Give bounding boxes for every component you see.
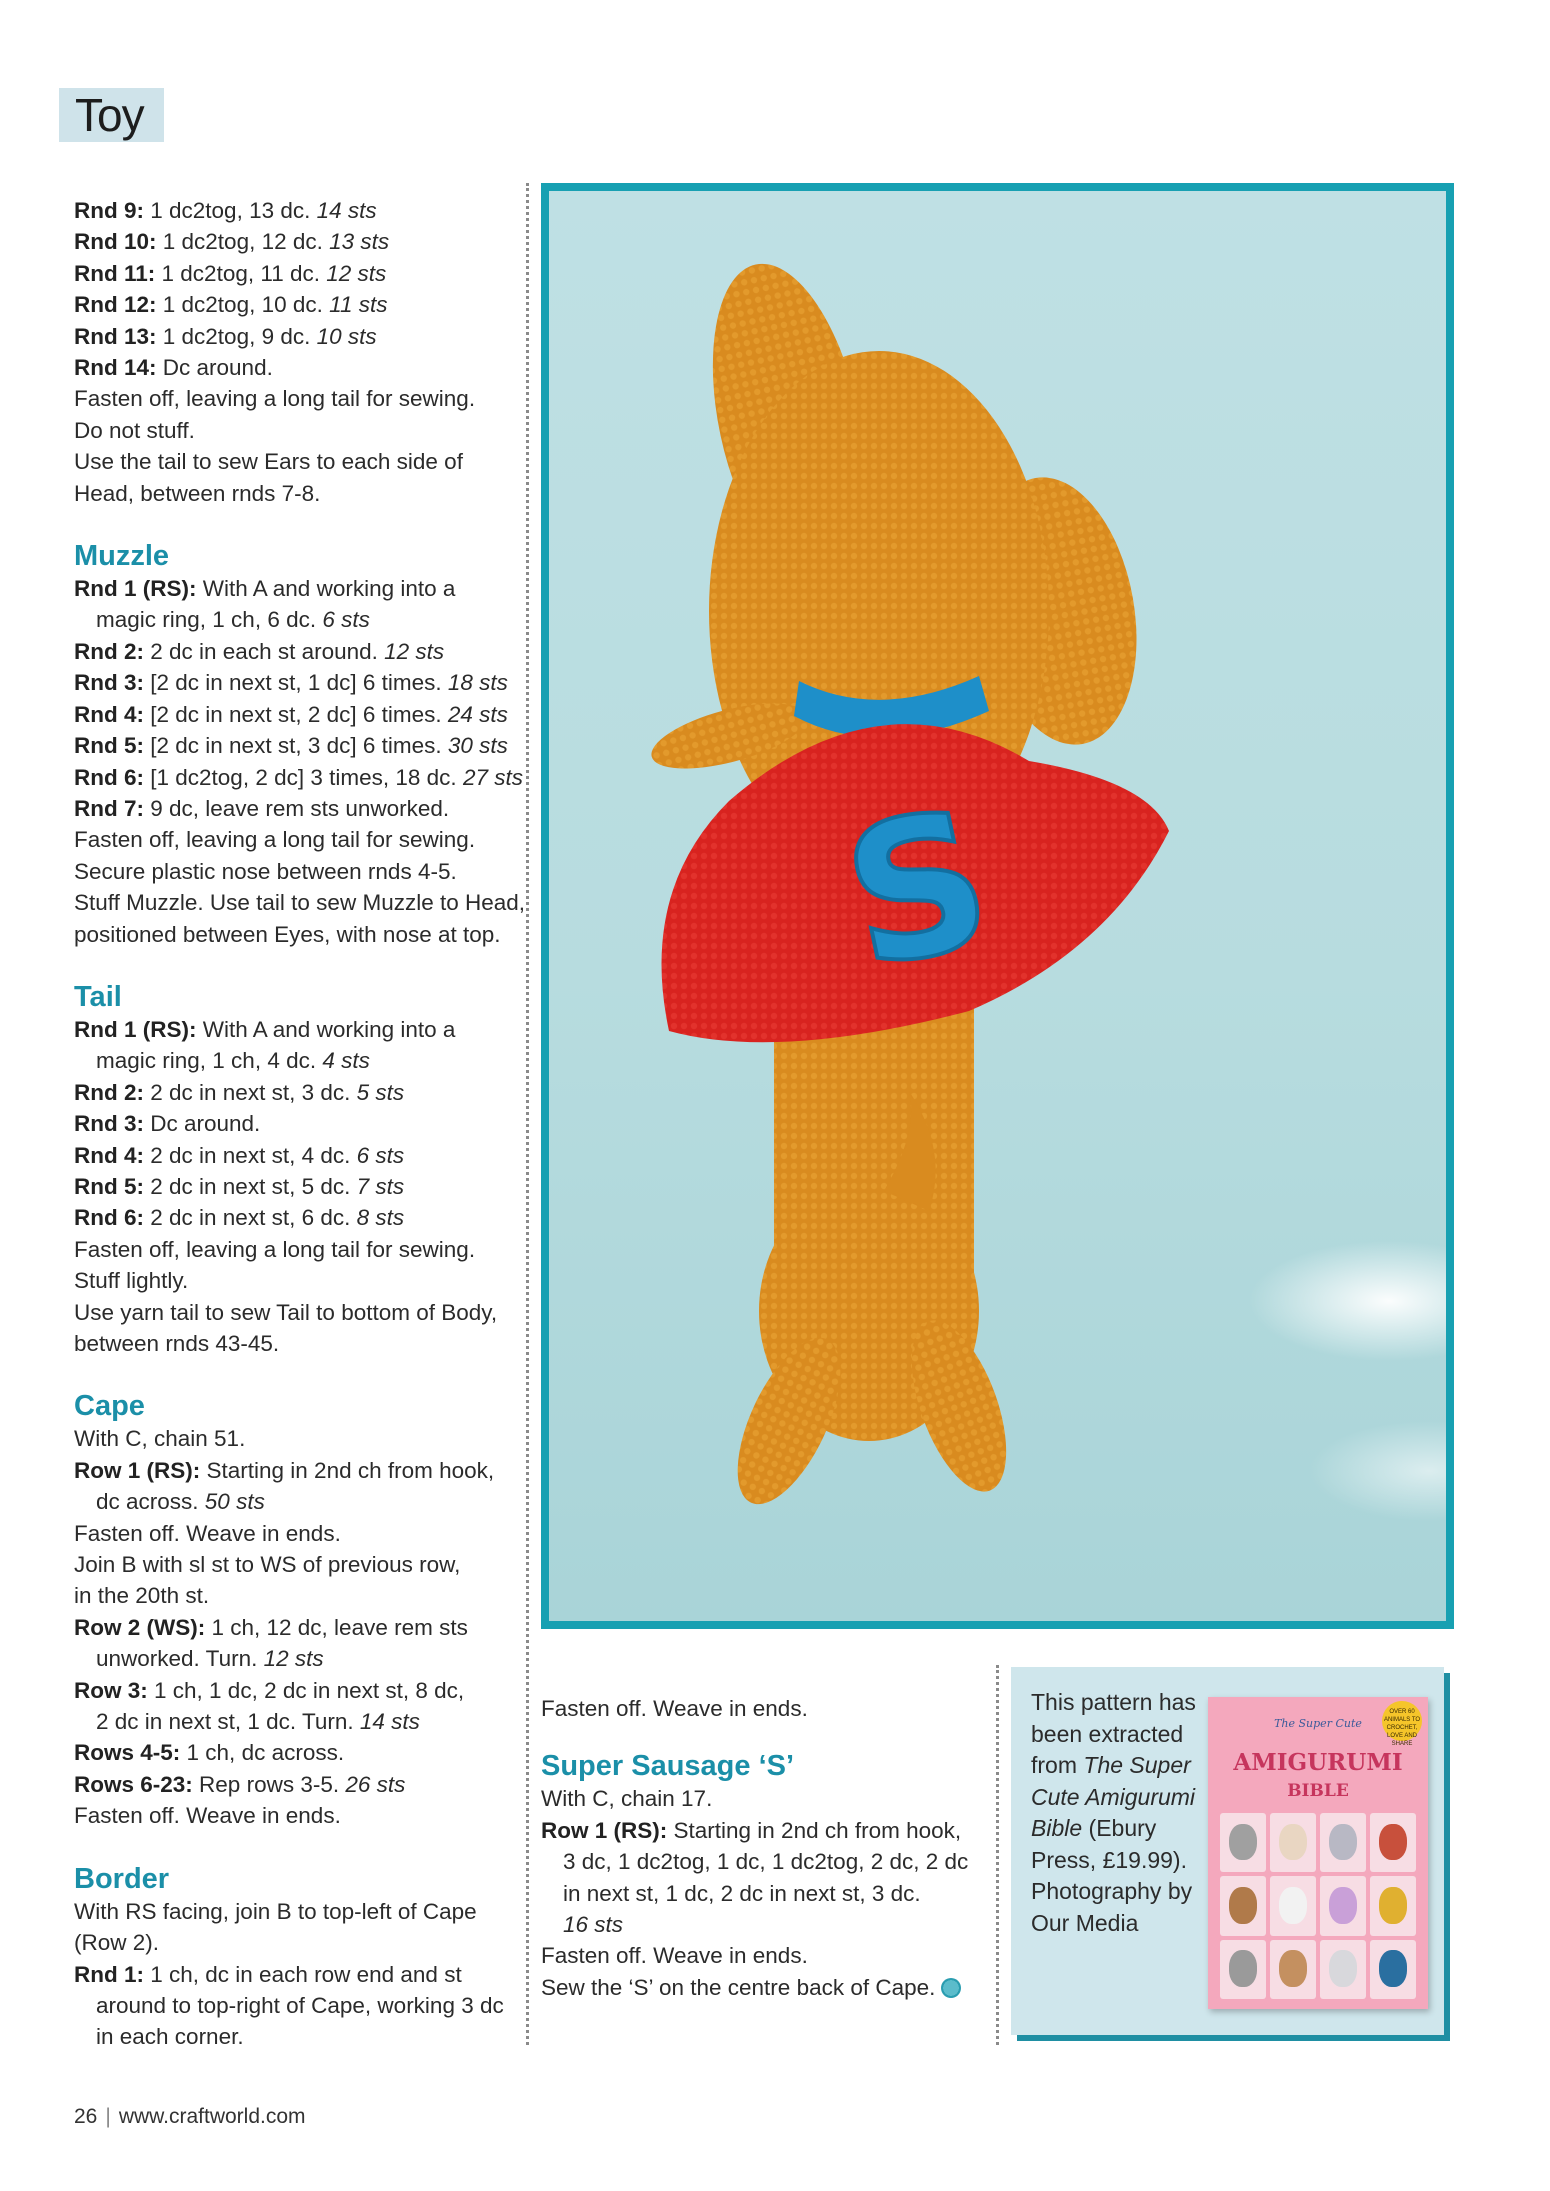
footer-separator: | (105, 2105, 111, 2128)
step-label: Rnd 7: (74, 795, 144, 821)
section-tag: Toy (59, 88, 164, 142)
instruction-line (74, 478, 514, 509)
step-label: Rnd 5: (74, 1173, 144, 1199)
instruction-line (74, 1077, 514, 1108)
cover-toy-image (1220, 1940, 1266, 1999)
book-credit-text: This pattern has been extracted from The Super Cute Amigurumi Bible (Ebury Press, £19.99). Photography by Our Media (1031, 1689, 1196, 1936)
step-label: Rnd 1: (74, 1961, 144, 1987)
instruction-line (74, 258, 514, 289)
instruction-line (74, 446, 514, 477)
step-label: Row 3: (74, 1677, 148, 1703)
instruction-line (541, 1783, 981, 1814)
instruction-line (74, 1959, 514, 1990)
step-label: Rnd 11: (74, 260, 156, 286)
step-text: Dc around. (156, 355, 273, 381)
instruction-line (541, 1878, 981, 1909)
instruction-line (74, 793, 514, 824)
instruction-line (74, 1580, 514, 1611)
step-text: 9 dc, leave rem sts unworked. (144, 795, 450, 821)
footer-url[interactable]: www.craftworld.com (118, 2105, 306, 2128)
step-text: Fasten off. Weave in ends. (541, 1943, 808, 1969)
step-text: around to top-right of Cape, working 3 dc (96, 1992, 504, 2018)
instruction-line (74, 2021, 514, 2052)
instruction-line (74, 1202, 514, 1233)
step-text: unworked. Turn. (96, 1646, 264, 1672)
column-divider-right (996, 1665, 999, 2045)
stitch-count: 16 sts (563, 1912, 624, 1938)
step-label: Rnd 2: (74, 1079, 144, 1105)
section-heading: Tail (74, 980, 122, 1013)
instruction-line (74, 762, 523, 793)
step-text: With RS facing, join B to top-left of Cape (74, 1898, 477, 1924)
book-title-italic: The Super Cute Amigurumi Bible (1031, 1752, 1196, 1841)
step-text: Do not stuff. (74, 417, 195, 443)
step-text: 1 dc2tog, 9 dc. (156, 323, 317, 349)
step-label: Row 1 (RS): (74, 1457, 201, 1483)
step-label: Rnd 14: (74, 355, 157, 381)
pattern-column-middle (541, 1693, 981, 2003)
page-number: 26 (74, 2105, 98, 2128)
instruction-line (74, 195, 514, 226)
step-text: Rep rows 3-5. (192, 1771, 346, 1797)
step-text: Fasten off, leaving a long tail for sewing. (74, 1236, 476, 1262)
instruction-line (541, 1940, 981, 1971)
crochet-dog-illustration (549, 191, 1446, 1621)
instruction-line (74, 1265, 514, 1296)
step-text: between rnds 43-45. (74, 1331, 280, 1356)
step-label: Rnd 13: (74, 323, 157, 349)
instruction-line (74, 604, 514, 635)
book-cover (1208, 1697, 1428, 2009)
step-text: magic ring, 1 ch, 6 dc. (96, 607, 323, 633)
instruction-line (74, 699, 514, 730)
instruction-line (74, 289, 514, 320)
instruction-line (74, 1549, 514, 1580)
step-label: Rnd 12: (74, 292, 157, 318)
cover-toy-image (1320, 1813, 1366, 1872)
step-text: 2 dc in each st around. (144, 638, 385, 664)
instruction-line (541, 1846, 981, 1877)
step-label: Rows 4-5: (74, 1740, 181, 1766)
step-text: 1 dc2tog, 12 dc. (156, 229, 330, 255)
section-heading: Border (74, 1862, 170, 1895)
stitch-count: 13 sts (329, 229, 390, 255)
instruction-line (74, 730, 514, 761)
step-label: Rnd 6: (74, 764, 144, 790)
stitch-count: 18 sts (447, 670, 508, 696)
stitch-count: 4 sts (322, 1048, 370, 1074)
column-divider (526, 183, 529, 2045)
stitch-count: 14 sts (359, 1709, 420, 1735)
cover-toy-image (1270, 1813, 1316, 1872)
stitch-count: 12 sts (263, 1646, 324, 1672)
stitch-count: 6 sts (322, 607, 370, 633)
cover-toy-image (1270, 1940, 1316, 1999)
step-text: 2 dc in next st, 1 dc. Turn. (96, 1709, 360, 1735)
instruction-line (74, 1297, 514, 1328)
step-text: Sew the ‘S’ on the centre back of Cape. (541, 1974, 936, 2000)
step-text: 3 dc, 1 dc2tog, 1 dc, 1 dc2tog, 2 dc, 2 dc (563, 1849, 969, 1875)
stitch-count: 14 sts (316, 198, 377, 223)
instruction-line (74, 1800, 514, 1831)
instruction-line (74, 919, 514, 950)
step-text: magic ring, 1 ch, 4 dc. (96, 1048, 323, 1074)
stitch-count: 26 sts (345, 1771, 406, 1797)
step-text: 2 dc in next st, 6 dc. (144, 1205, 357, 1231)
step-text: 1 dc2tog, 11 dc. (155, 260, 327, 286)
instruction-line (74, 1455, 514, 1486)
stitch-count: 12 sts (384, 638, 445, 664)
step-text: 1 ch, dc across. (180, 1740, 345, 1766)
instruction-line (74, 573, 514, 604)
step-text: Dc around. (144, 1111, 261, 1137)
step-text: Stuff lightly. (74, 1268, 189, 1294)
step-text: Use the tail to sew Ears to each side of (74, 449, 463, 475)
instruction-line (74, 321, 514, 352)
step-label: Rnd 9: (74, 198, 144, 223)
step-text: [2 dc in next st, 3 dc] 6 times. (144, 733, 448, 759)
step-label: Rnd 1 (RS): (74, 576, 197, 602)
step-label: Rnd 2: (74, 638, 144, 664)
step-text: Secure plastic nose between rnds 4-5. (74, 858, 457, 884)
stitch-count: 24 sts (447, 701, 508, 727)
book-cover-badge: OVER 60 ANIMALS TO CROCHET, LOVE AND SHARE (1382, 1701, 1422, 1741)
instruction-line (74, 1518, 514, 1549)
step-text: (Row 2). (74, 1930, 160, 1956)
cover-toy-image (1370, 1940, 1416, 1999)
instruction-line (74, 1990, 514, 2021)
instruction-line (74, 1171, 514, 1202)
step-text: [1 dc2tog, 2 dc] 3 times, 18 dc. (144, 764, 463, 790)
step-text: dc across. (96, 1489, 205, 1515)
instruction-line (74, 1328, 514, 1359)
step-text: 2 dc in next st, 4 dc. (144, 1142, 357, 1168)
instruction-line (74, 1769, 514, 1800)
page-footer (74, 2105, 306, 2129)
book-cover-grid (1220, 1813, 1416, 1999)
stitch-count: 7 sts (356, 1173, 405, 1199)
step-text: Use yarn tail to sew Tail to bottom of Body, (74, 1299, 498, 1325)
cover-toy-image (1320, 1876, 1366, 1935)
step-label: Rnd 5: (74, 733, 144, 759)
step-label: Row 2 (WS): (74, 1614, 206, 1640)
step-text: 1 dc2tog, 10 dc. (156, 292, 330, 318)
stitch-count: 6 sts (356, 1142, 405, 1168)
stitch-count: 8 sts (356, 1205, 405, 1231)
step-text: Fasten off. Weave in ends. (74, 1803, 341, 1829)
cover-toy-image (1220, 1813, 1266, 1872)
instruction-line (74, 226, 514, 257)
cover-toy-image (1370, 1813, 1416, 1872)
product-photo (541, 183, 1454, 1629)
book-credit-callout (1011, 1667, 1444, 2035)
step-text: With C, chain 51. (74, 1426, 246, 1452)
step-label: Rnd 4: (74, 701, 144, 727)
step-text: Fasten off. Weave in ends. (541, 1696, 808, 1721)
step-text: [2 dc in next st, 1 dc] 6 times. (144, 670, 448, 696)
stitch-count: 11 sts (329, 292, 388, 318)
stitch-count: 5 sts (356, 1079, 405, 1105)
cover-toy-image (1270, 1876, 1316, 1935)
instruction-line (74, 667, 514, 698)
step-text: 1 ch, dc in each row end and st (144, 1961, 462, 1987)
step-label: Rnd 10: (74, 229, 157, 255)
instruction-line (74, 1927, 514, 1958)
stitch-count: 10 sts (316, 323, 377, 349)
instruction-line (74, 1612, 514, 1643)
step-label: Rnd 1 (RS): (74, 1016, 197, 1042)
instruction-line (74, 352, 514, 383)
instruction-line (74, 1234, 514, 1265)
instruction-line (74, 383, 514, 414)
instruction-line (74, 415, 514, 446)
step-text: 2 dc in next st, 5 dc. (144, 1173, 357, 1199)
step-label: Rnd 6: (74, 1205, 144, 1231)
instruction-line (74, 1737, 514, 1768)
step-text: Fasten off. Weave in ends. (74, 1520, 341, 1546)
step-text: 1 ch, 12 dc, leave rem sts (205, 1614, 468, 1640)
step-text: Starting in 2nd ch from hook, (200, 1457, 495, 1483)
instruction-line (74, 1423, 514, 1454)
step-text: 1 ch, 1 dc, 2 dc in next st, 8 dc, (147, 1677, 465, 1703)
cover-toy-image (1220, 1876, 1266, 1935)
step-text: 1 dc2tog, 13 dc. (144, 198, 317, 223)
step-label: Rnd 3: (74, 1111, 144, 1137)
instruction-line (74, 1486, 514, 1517)
section-heading: Cape (74, 1390, 145, 1423)
instruction-line (74, 1896, 514, 1927)
instruction-line (74, 636, 514, 667)
book-cover-tag: The Super Cute (1274, 1717, 1362, 1730)
step-text: in each corner. (96, 2024, 244, 2050)
instruction-line (74, 1045, 514, 1076)
instruction-line (74, 1108, 514, 1139)
cover-toy-image (1370, 1876, 1416, 1935)
instruction-line (541, 1815, 981, 1846)
stitch-count: 27 sts (462, 764, 523, 790)
step-text: positioned between Eyes, with nose at top. (74, 921, 501, 947)
step-text: Fasten off, leaving a long tail for sewing. (74, 386, 476, 412)
instruction-line (74, 1706, 514, 1737)
step-text: With A and working into a (196, 1016, 456, 1042)
instruction-line (74, 856, 514, 887)
step-text: in the 20th st. (74, 1583, 210, 1609)
instruction-line (74, 1140, 514, 1171)
instruction-line (541, 1909, 981, 1940)
step-text: With C, chain 17. (541, 1786, 713, 1812)
instruction-line (74, 887, 526, 918)
book-cover-subtitle: BIBLE (1287, 1781, 1349, 1801)
step-text: Fasten off, leaving a long tail for sewing. (74, 827, 476, 853)
step-text: Stuff Muzzle. Use tail to sew Muzzle to Head, (74, 890, 526, 916)
instruction-line (541, 1972, 981, 2003)
step-text: [2 dc in next st, 2 dc] 6 times. (144, 701, 448, 727)
stitch-count: 12 sts (326, 260, 387, 286)
stitch-count: 50 sts (204, 1489, 265, 1515)
step-label: Row 1 (RS): (541, 1817, 668, 1843)
step-label: Rnd 4: (74, 1142, 144, 1168)
cover-toy-image (1320, 1940, 1366, 1999)
stitch-count: 30 sts (447, 733, 508, 759)
section-heading: Super Sausage ‘S’ (541, 1750, 795, 1783)
step-text: With A and working into a (196, 576, 456, 602)
pattern-column-left (74, 195, 526, 2053)
instruction-line (74, 1643, 514, 1674)
yarn-ball-end-icon (941, 1978, 961, 1998)
step-label: Rows 6-23: (74, 1771, 193, 1797)
cape-letter: S (827, 767, 1008, 1012)
book-cover-title: AMIGURUMI (1233, 1749, 1403, 1776)
step-text: in next st, 1 dc, 2 dc in next st, 3 dc. (563, 1880, 921, 1906)
instruction-line (74, 824, 514, 855)
step-text: Head, between rnds 7-8. (74, 480, 321, 506)
step-text: 2 dc in next st, 3 dc. (144, 1079, 357, 1105)
step-text: Join B with sl st to WS of previous row, (74, 1552, 461, 1578)
step-label: Rnd 3: (74, 670, 144, 696)
instruction-line (74, 1014, 514, 1045)
instruction-line (74, 1675, 514, 1706)
instruction-line (541, 1693, 981, 1724)
section-heading: Muzzle (74, 540, 170, 573)
step-text: Starting in 2nd ch from hook, (667, 1817, 962, 1843)
